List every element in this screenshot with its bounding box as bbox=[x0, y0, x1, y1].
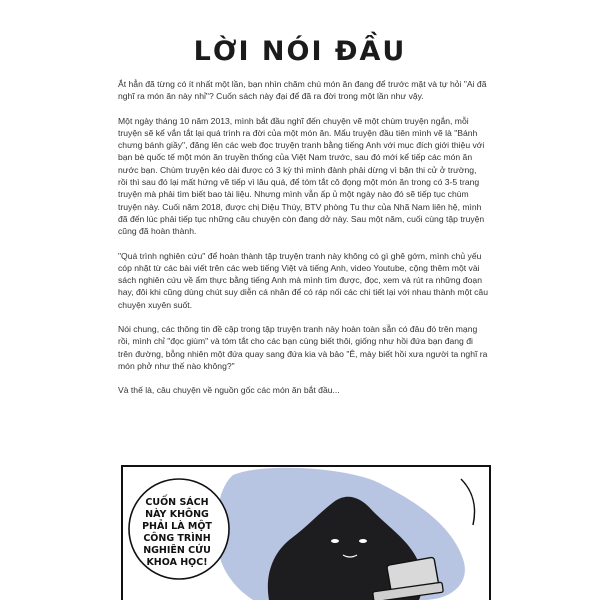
preface-content bbox=[118, 78, 488, 397]
bubble-line-4: CÔNG TRÌNH bbox=[143, 533, 211, 544]
panel-accent bbox=[461, 479, 475, 525]
bubble-line-3: PHẢI LÀ MỘT bbox=[142, 521, 212, 532]
bubble-line-5: NGHIÊN CỨU bbox=[143, 545, 211, 556]
bubble-line-6: KHOA HỌC! bbox=[146, 557, 208, 568]
bubble-line-2: NÀY KHÔNG bbox=[145, 509, 209, 520]
paragraph-2: Một ngày tháng 10 năm 2013, mình bắt đầu nghĩ đến chuyện vẽ một chùm truyện ngắn, mỗi truyện sẽ kể vắn tắt lại quá trình ra đời của một món ăn. Mẩu truyện đầu tiên mình vẽ là "Bánh chưng bánh giầy", đăng lên các web đọc truyện tranh bằng tiếng Anh với mục đích giới thiệu với bạn bè quốc tế một món ăn truyền thống của Việt Nam trước, sau đó mới kể tiếp các món ăn nước bạn. Chùm truyện kéo dài được có 3 kỳ thì mình đành phải dừng vì bận thi cử ở trường, rồi thì sau đó lại mất hứng vẽ tiếp vì lâu quá, để tóm tắt cô đọng một món ăn trong có 3-5 trang truyện mà phải tìm biết bao tài liệu. Nhưng mình vẫn ấp ủ một ngày nào đó sẽ tiếp tục chùm truyện này. Cuối năm 2018, được chị Diệu Thúy, BTV phòng Tu thư của Nhã Nam liên hệ, mình đã đến lúc phải tiếp tục những câu chuyện còn đang dở này. Sau một năm, cuối cùng tập truyện cũng đã hoàn thành. bbox=[118, 115, 485, 237]
comic-panel bbox=[121, 465, 491, 600]
paragraph-1: Ắt hẳn đã từng có ít nhất một lần, bạn nhìn chăm chú món ăn đang để trước mặt và tự hỏi "Ai đã nghĩ ra món ăn này nhỉ"? Cuốn sách này đại để đã ra đời trong một lần như vậy. bbox=[118, 79, 487, 102]
right-eye bbox=[359, 539, 367, 543]
paragraph-3: "Quá trình nghiên cứu" để hoàn thành tập truyện tranh này không có gì ghê gớm, mình chủ yếu cóp nhặt từ các bài viết trên các web tiếng Việt và tiếng Anh, video Youtube, cộng thêm một vài sách nghiên cứu về ẩm thực bằng tiếng Anh mà mình tìm được, đọc, xem và rút ra những đoạn hay, đôi khi cũng dùng chút suy diễn cá nhân để có ráp nối các chi tiết lại với nhau thành một câu chuyện xuyên suốt. bbox=[118, 250, 488, 310]
left-eye bbox=[331, 539, 339, 543]
paragraph-5: Và thế là, câu chuyện về nguồn gốc các món ăn bắt đầu... bbox=[118, 385, 340, 396]
speech-bubble-text bbox=[131, 497, 223, 569]
bubble-line-1: CUỐN SÁCH bbox=[145, 497, 209, 508]
hand bbox=[366, 573, 384, 585]
page-title: LỜI NÓI ĐẦU bbox=[193, 36, 407, 67]
paragraph-4: Nói chung, các thông tin đề cập trong tập truyện tranh này hoàn toàn sẵn có đâu đó trên mạng rồi, mình chỉ "đọc giùm" và tóm tắt cho các bạn cùng biết thôi, giống như hồi đứa bạn đang đi trên đường, bỗng nhiên một đứa quay sang đứa kia và bảo "Ê, mày biết hồi xưa người ta nghĩ ra món phở như thế nào không?" bbox=[118, 324, 488, 371]
